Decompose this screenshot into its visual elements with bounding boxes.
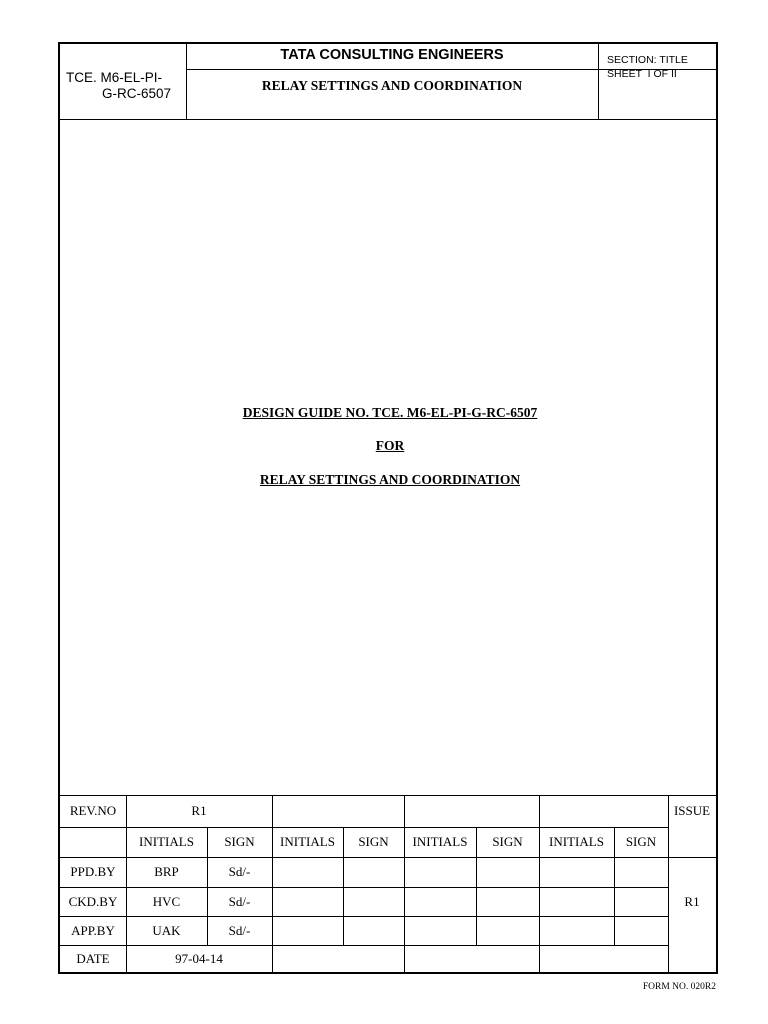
row-label-app: APP.BY	[71, 922, 115, 938]
row-ppd-sign: Sd/-	[228, 864, 251, 879]
row-label-ckd: CKD.BY	[68, 893, 118, 909]
form-number: FORM NO. 020R2	[642, 982, 716, 992]
design-guide-subject: RELAY SETTINGS AND COORDINATION	[259, 472, 521, 487]
design-guide-title: DESIGN GUIDE NO. TCE. M6-EL-PI-G-RC-6507	[242, 405, 538, 420]
row-app-sign: Sd/-	[228, 922, 251, 938]
col-initials-4: INITIALS	[549, 834, 604, 849]
date-label: DATE	[76, 950, 110, 966]
col-sign-4: SIGN	[625, 834, 657, 849]
row-ckd-sign: Sd/-	[228, 893, 251, 909]
col-initials-2: INITIALS	[280, 834, 335, 849]
header-subject: RELAY SETTINGS AND COORDINATION	[261, 78, 523, 93]
revision-table	[60, 795, 716, 972]
row-ckd-initials: HVC	[152, 893, 181, 909]
section-label: SECTION: TITLE	[607, 54, 688, 66]
col-initials-3: INITIALS	[412, 834, 468, 849]
date-value: 97-04-14	[175, 950, 223, 966]
company-name: TATA CONSULTING ENGINEERS	[280, 47, 504, 63]
sheet-label: SHEET I OF II	[607, 68, 677, 80]
rev-no-value: R1	[191, 803, 207, 818]
design-guide-for: FOR	[375, 438, 405, 453]
col-sign-3: SIGN	[492, 834, 523, 849]
col-sign-2: SIGN	[358, 834, 389, 849]
doc-number	[66, 70, 184, 102]
issue-label: ISSUE	[673, 803, 711, 818]
row-ppd-initials: BRP	[154, 864, 179, 879]
table-col-7	[539, 795, 540, 972]
row-label-ppd: PPD.BY	[70, 864, 116, 879]
rev-no-label: REV.NO	[69, 803, 117, 818]
header-right-divider	[598, 44, 599, 119]
issue-value: R1	[684, 893, 700, 909]
doc-number-line2: G-RC-6507	[102, 86, 172, 101]
header-bottom-rule	[60, 119, 716, 120]
col-sign-1: SIGN	[224, 834, 255, 849]
col-initials-1: INITIALS	[139, 834, 194, 849]
doc-number-line1: TCE. M6-EL-PI-	[66, 70, 163, 85]
page-frame	[58, 42, 718, 974]
table-col-5	[404, 795, 405, 972]
table-col-3	[272, 795, 273, 972]
row-app-initials: UAK	[152, 922, 181, 938]
